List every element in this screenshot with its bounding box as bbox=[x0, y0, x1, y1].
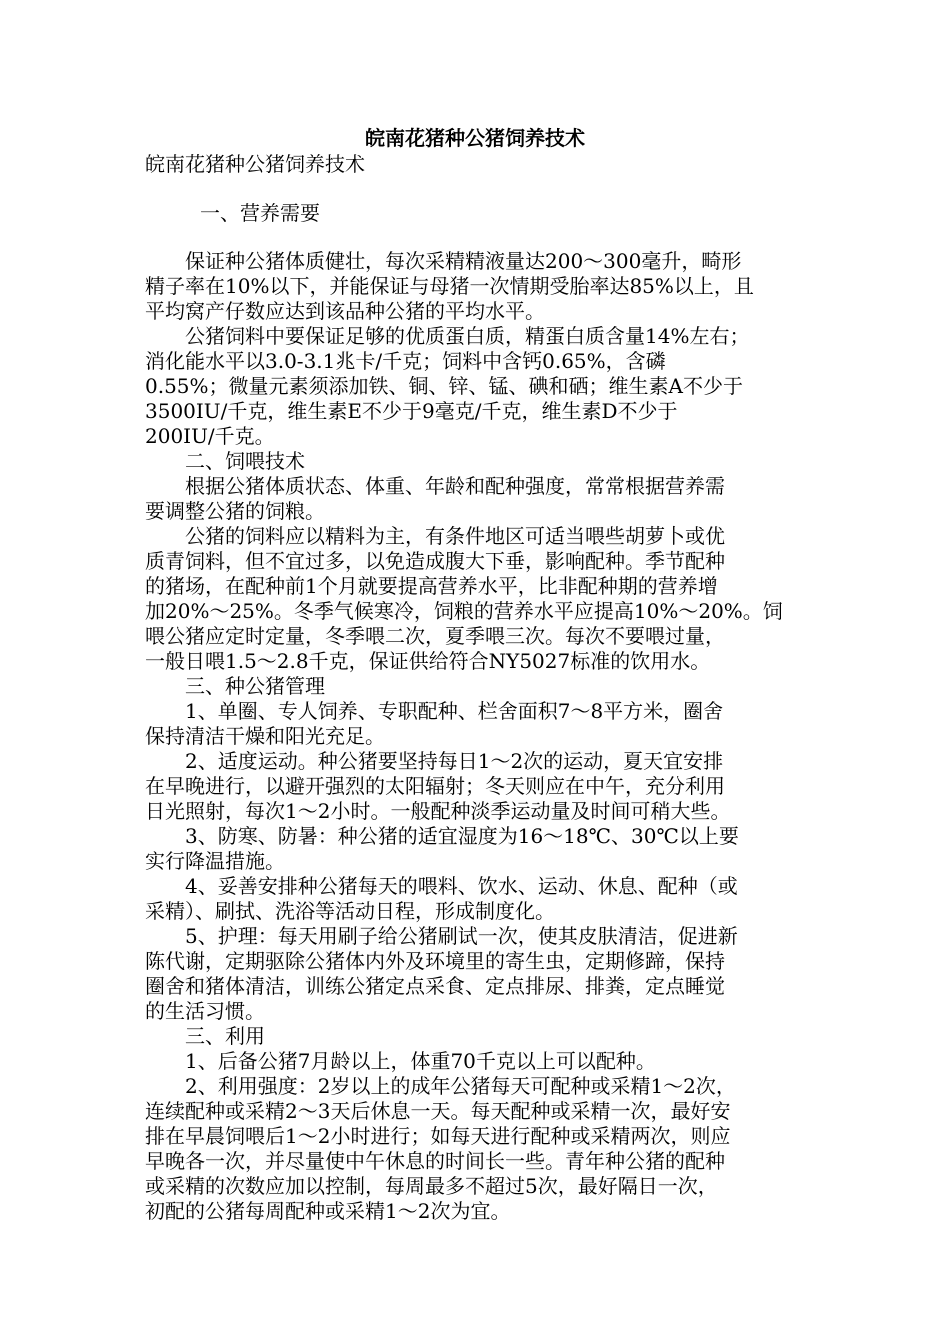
text-line: 要调整公猪的饲粮。 bbox=[145, 499, 325, 523]
text-line: 加20%～25%。冬季气候寒冷，饲粮的营养水平应提高10%～20%。饲 bbox=[145, 599, 783, 623]
text-line: 质青饲料，但不宜过多，以免造成腹大下垂，影响配种。季节配种 bbox=[145, 549, 725, 573]
text-line: 2、适度运动。种公猪要坚持每日1～2次的运动，夏天宜安排 bbox=[145, 749, 724, 773]
text-line: 圈舍和猪体清洁，训练公猪定点采食、定点排尿、排粪，定点睡觉 bbox=[145, 974, 725, 998]
text-line: 0.55%；微量元素须添加铁、铜、锌、锰、碘和硒；维生素A不少于 bbox=[145, 374, 743, 398]
document-title: 皖南花猪种公猪饲养技术 bbox=[365, 126, 585, 150]
document-subtitle: 皖南花猪种公猪饲养技术 bbox=[145, 152, 365, 176]
text-line: 在早晚进行，以避开强烈的太阳辐射；冬天则应在中午，充分利用 bbox=[145, 774, 725, 798]
text-line: 根据公猪体质状态、体重、年龄和配种强度，常常根据营养需 bbox=[145, 474, 725, 498]
text-line: 连续配种或采精2～3天后休息一天。每天配种或采精一次，最好安 bbox=[145, 1099, 731, 1123]
text-line: 1、单圈、专人饲养、专职配种、栏舍面积7～8平方米，圈舍 bbox=[145, 699, 724, 723]
text-line: 初配的公猪每周配种或采精1～2次为宜。 bbox=[145, 1199, 511, 1223]
text-line: 保证种公猪体质健壮，每次采精精液量达200～300毫升，畸形 bbox=[145, 249, 742, 273]
text-line: 日光照射，每次1～2小时。一般配种淡季运动量及时间可稍大些。 bbox=[145, 799, 731, 823]
text-line: 公猪饲料中要保证足够的优质蛋白质，精蛋白质含量14%左右； bbox=[145, 324, 750, 348]
text-line: 1、后备公猪7月龄以上，体重70千克以上可以配种。 bbox=[145, 1049, 656, 1073]
text-line: 保持清洁干燥和阳光充足。 bbox=[145, 724, 385, 748]
text-line: 4、妥善安排种公猪每天的喂料、饮水、运动、休息、配种（或 bbox=[145, 874, 738, 898]
text-line: 3500IU/千克，维生素E不少于9毫克/千克，维生素D不少于 bbox=[145, 399, 678, 423]
text-line: 3、防寒、防暑：种公猪的适宜湿度为16～18℃、30℃以上要 bbox=[145, 824, 739, 848]
text-line: 一般日喂1.5～2.8千克，保证供给符合NY5027标准的饮用水。 bbox=[145, 649, 711, 673]
section-heading-nutrition: 一、营养需要 bbox=[200, 201, 320, 225]
section-heading-utilization: 三、利用 bbox=[145, 1024, 265, 1048]
text-line: 公猪的饲料应以精料为主，有条件地区可适当喂些胡萝卜或优 bbox=[145, 524, 725, 548]
text-line: 200IU/千克。 bbox=[145, 424, 275, 448]
text-line: 5、护理：每天用刷子给公猪刷试一次，使其皮肤清洁，促进新 bbox=[145, 924, 738, 948]
text-line: 精子率在10%以下，并能保证与母猪一次情期受胎率达85%以上，且 bbox=[145, 274, 754, 298]
text-line: 排在早晨饲喂后1～2小时进行；如每天进行配种或采精两次，则应 bbox=[145, 1124, 731, 1148]
text-line: 实行降温措施。 bbox=[145, 849, 285, 873]
text-line: 采精）、刷拭、洗浴等活动日程，形成制度化。 bbox=[145, 899, 555, 923]
text-line: 或采精的次数应加以控制，每周最多不超过5次，最好隔日一次， bbox=[145, 1174, 718, 1198]
text-line: 平均窝产仔数应达到该品种公猪的平均水平。 bbox=[145, 299, 545, 323]
text-line: 的生活习惯。 bbox=[145, 999, 265, 1023]
text-line: 陈代谢，定期驱除公猪体内外及环境里的寄生虫，定期修蹄，保持 bbox=[145, 949, 725, 973]
section-heading-management: 三、种公猪管理 bbox=[145, 674, 325, 698]
text-line: 2、利用强度：2岁以上的成年公猪每天可配种或采精1～2次， bbox=[145, 1074, 736, 1098]
text-line: 消化能水平以3.0-3.1兆卡/千克；饲料中含钙0.65%，含磷 bbox=[145, 349, 666, 373]
document-body bbox=[145, 249, 810, 1224]
section-heading-feeding: 二、饲喂技术 bbox=[145, 449, 305, 473]
text-line: 的猪场，在配种前1个月就要提高营养水平，比非配种期的营养增 bbox=[145, 574, 718, 598]
text-line: 喂公猪应定时定量，冬季喂二次，夏季喂三次。每次不要喂过量， bbox=[145, 624, 725, 648]
text-line: 早晚各一次，并尽量使中午休息的时间长一些。青年种公猪的配种 bbox=[145, 1149, 725, 1173]
